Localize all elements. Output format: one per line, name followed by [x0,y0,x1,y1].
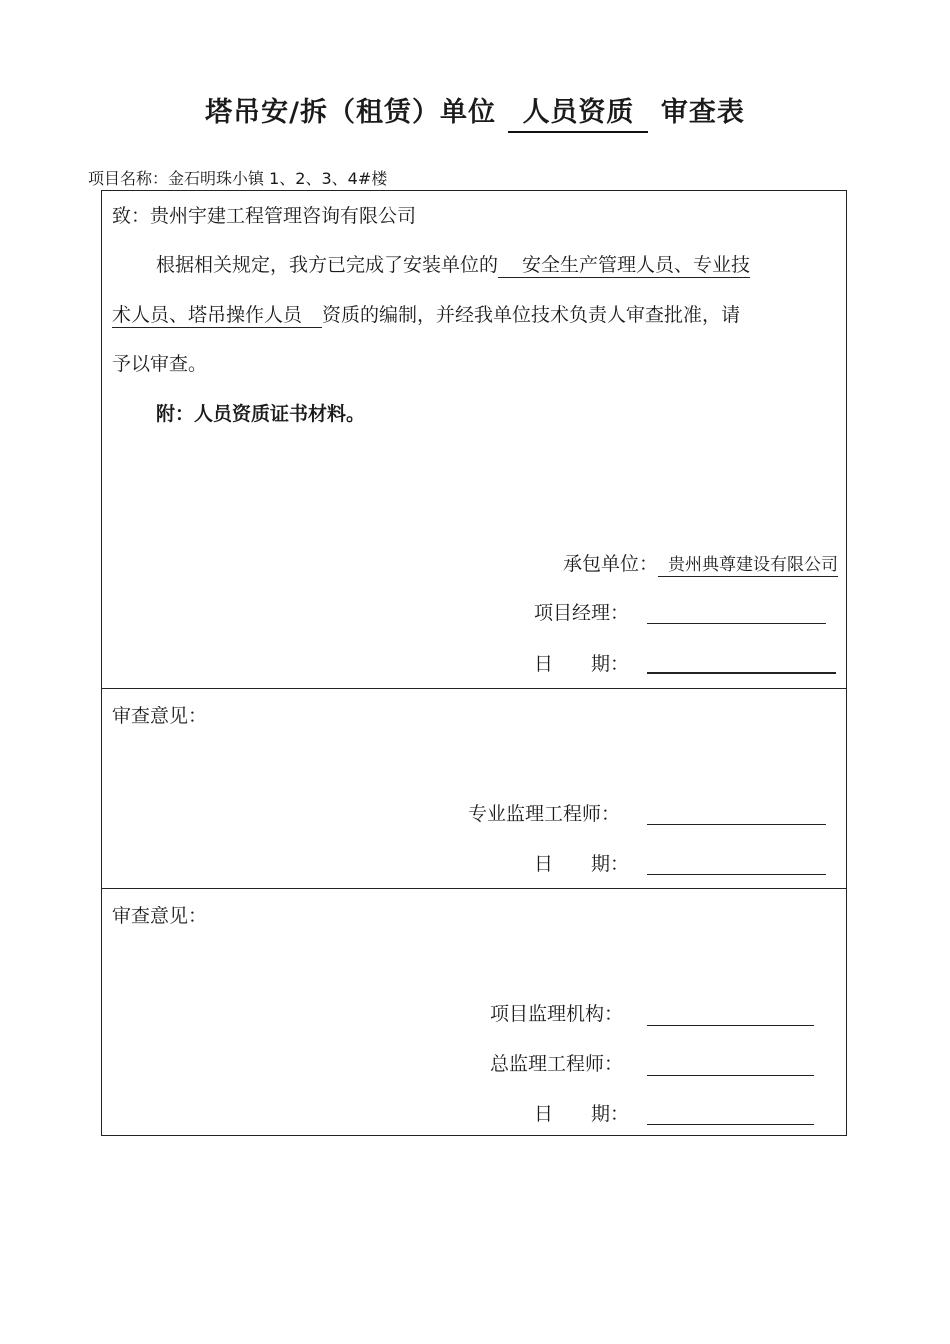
paragraph-line-1 [156,250,750,278]
manager-signature-line[interactable] [647,623,826,624]
date-label-1: 日 期： [534,653,630,675]
manager-label: 项目经理： [534,602,630,624]
review-opinion-label-1: 审查意见： [112,705,208,727]
supervision-org-line[interactable] [647,1025,814,1026]
paragraph-text-a: 根据相关规定，我方已完成了安装单位的 [156,254,499,276]
supervision-org-label: 项目监理机构： [490,1003,624,1025]
paragraph-text-b: 资质的编制，并经我单位技术负责人审查批准，请 [322,304,741,326]
project-label: 项目名称： [88,169,169,188]
paragraph-line-3: 予以审查。 [112,353,208,375]
paragraph-fill-1: 安全生产管理人员、专业技 [498,250,750,278]
addressee: 致：贵州宇建工程管理咨询有限公司 [112,205,417,227]
date-label-2: 日 期： [534,853,630,875]
engineer-signature-line[interactable] [647,824,826,825]
chief-engineer-label: 总监理工程师： [490,1053,624,1075]
contractor-value: 贵州典尊建设有限公司 [658,555,838,577]
review-opinion-label-2: 审查意见： [112,905,208,927]
chief-engineer-signature-line[interactable] [647,1075,814,1076]
contractor-row [563,549,838,576]
title-part-3: 审查表 [660,97,745,128]
contractor-label: 承包单位： [562,553,658,575]
engineer-label: 专业监理工程师： [468,803,621,825]
project-name [88,166,387,189]
chief-review-section [102,888,846,1136]
paragraph-line-2 [112,300,740,328]
title-part-2: 人员资质 [508,90,648,133]
review-form [101,190,847,1136]
project-value: 金石明珠小镇 1、2、3、4#楼 [168,169,388,188]
title-part-1: 塔吊安/拆（租赁）单位 [205,97,497,128]
date-line-1[interactable] [647,672,836,674]
engineer-review-section [102,688,846,889]
paragraph-fill-2: 术人员、塔吊操作人员 [112,300,322,328]
submission-section [102,191,846,688]
page-title [0,90,950,133]
date-line-2[interactable] [647,874,826,875]
date-line-3[interactable] [647,1124,814,1125]
date-label-3: 日 期： [534,1103,630,1125]
attachment-note: 附：人员资质证书材料。 [156,403,366,425]
